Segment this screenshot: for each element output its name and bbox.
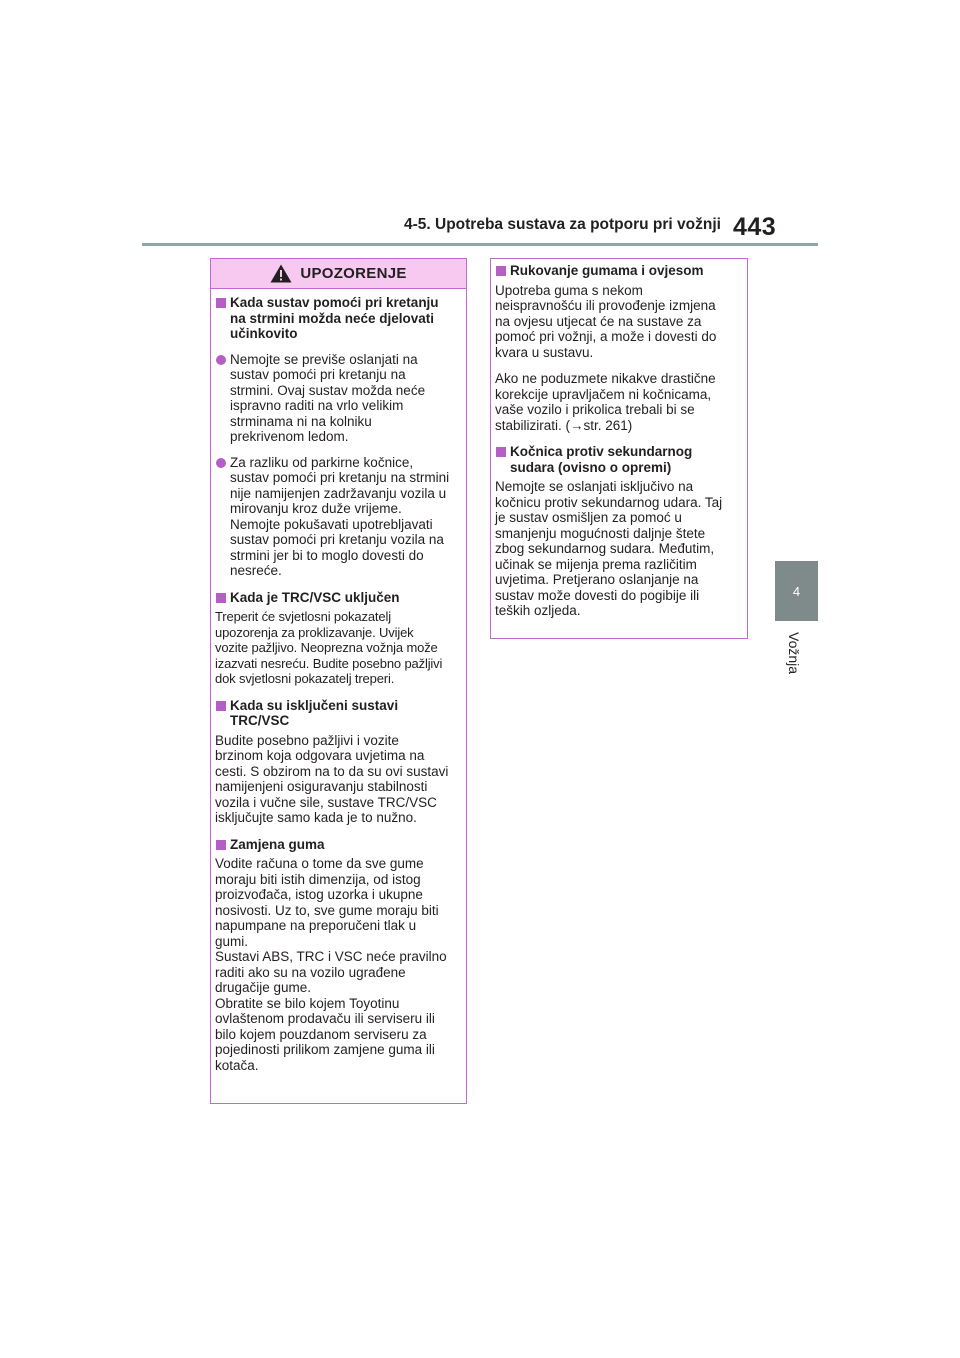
text-line: učinak se mijenja prema različitim xyxy=(495,556,697,572)
text-line: sustav može dovesti do pogibije ili xyxy=(495,587,700,603)
text-line: drugačije gume. xyxy=(215,980,312,995)
heading-secondary-collision-brake xyxy=(495,444,742,475)
heading-line: Rukovanje gumama i ovjesom xyxy=(510,263,704,278)
text-line: pomoć pri vožnji, a može i dovesti do xyxy=(495,329,717,344)
warning-title: UPOZORENJE xyxy=(300,265,407,282)
warning-heading-hill-start xyxy=(215,295,461,342)
text-line: Treperit će svjetlosni pokazatelj xyxy=(215,609,391,624)
text-line: ovlaštenom prodavaču ili serviseru ili xyxy=(215,1011,435,1026)
page-number: 443 xyxy=(733,213,777,241)
text-line: proizvođača, istog uzorka i ukupne xyxy=(215,887,423,902)
text-line: namijenjeni osiguravanju stabilnosti xyxy=(215,779,428,794)
warning-heading-trc-vsc-off xyxy=(215,698,461,729)
text-line: vozite pažljivo. Neoprezna vožnja može xyxy=(215,640,438,655)
heading-line: Kada je TRC/VSC uključen xyxy=(230,589,400,605)
text-line: gumi. xyxy=(215,933,249,949)
text-line: na ovjesu utjecat će na sustave za xyxy=(495,313,702,329)
heading-line: na strmini možda neće djelovati xyxy=(230,310,435,326)
text-line: bilo kojem pouzdanom serviseru za xyxy=(215,1026,427,1042)
text-line: strmini jer bi to moglo dovesti do xyxy=(230,547,424,563)
warning-heading-tire-replacement xyxy=(215,837,461,853)
text-line: Vodite računa o tome da sve gume xyxy=(215,856,424,871)
text-line: cesti. S obzirom na to da su ovi sustavi xyxy=(215,763,449,779)
text-line: mirovanju kroz duže vrijeme. xyxy=(230,501,402,516)
heading-line: Kada su isključeni sustavi xyxy=(230,697,399,713)
text-line: Budite posebno pažljivi i vozite xyxy=(215,732,399,748)
bullet-item xyxy=(215,455,461,579)
square-bullet-icon xyxy=(216,840,226,850)
paragraph xyxy=(215,609,461,687)
text-line: nosivosti. Uz to, sve gume moraju biti xyxy=(215,902,439,918)
text-line: nije namijenjen zadržavanju vozila u xyxy=(230,485,447,501)
paragraph xyxy=(495,371,742,433)
text-line: zbog sekundarnog sudara. Međutim, xyxy=(495,541,715,556)
chapter-tab[interactable] xyxy=(775,561,818,621)
chapter-number: 4 xyxy=(792,583,801,599)
heading-line: sudara (ovisno o opremi) xyxy=(510,459,672,475)
text-line: kvara u sustavu. xyxy=(495,344,594,360)
square-bullet-icon xyxy=(216,593,226,603)
page-reference[interactable]: stabilizirati. (→str. 261) xyxy=(495,417,633,433)
text-line: isključujte samo kada je to nužno. xyxy=(215,810,417,825)
text-line: kočnicu protiv sekundarnog udara. Taj xyxy=(495,494,723,510)
warning-triangle-icon xyxy=(270,264,292,283)
warning-header xyxy=(211,259,466,289)
warning-content xyxy=(211,289,466,1073)
text-line: kotača. xyxy=(215,1057,259,1073)
text-line: Nemojte se previše oslanjati na xyxy=(230,351,418,367)
section-title: 4-5. Upotreba sustava za potporu pri vožnji xyxy=(404,216,721,233)
text-line: ispravno raditi na vrlo velikim xyxy=(230,398,404,413)
heading-line: Kada sustav pomoći pri kretanju xyxy=(230,295,439,310)
heading-line: Kočnica protiv sekundarnog xyxy=(510,444,693,459)
heading-tire-suspension-handling xyxy=(495,263,742,279)
heading-line: učinkovito xyxy=(230,326,298,341)
round-bullet-icon xyxy=(216,458,226,468)
text-line: neispravnošću ili provođenje izmjena xyxy=(495,298,716,313)
text-line: Nemojte se oslanjati isključivo na xyxy=(495,479,694,494)
text-line: vaše vozilo i prikolica trebali bi se xyxy=(495,402,695,417)
text-line: prekrivenom ledom. xyxy=(230,429,349,444)
text-line: Obratite se bilo kojem Toyotinu xyxy=(215,995,400,1011)
heading-line: Zamjena guma xyxy=(230,836,325,852)
text-line: teških ozljeda. xyxy=(495,603,581,618)
text-line: upozorenja za proklizavanje. Uvijek xyxy=(215,624,414,640)
square-bullet-icon xyxy=(216,701,226,711)
text-line: Nemojte pokušavati upotrebljavati xyxy=(230,516,433,532)
heading-line: TRC/VSC xyxy=(230,713,290,728)
text-line: brzinom koja odgovara uvjetima na xyxy=(215,748,425,763)
text-line: Upotreba guma s nekom xyxy=(495,282,643,298)
text-line: strminama ni na kolniku xyxy=(230,413,372,429)
square-bullet-icon xyxy=(496,447,506,457)
paragraph xyxy=(215,856,461,1073)
text-line: uvjetima. Pretjerano oslanjanje na xyxy=(495,572,699,587)
text-line: moraju biti istih dimenzija, od istog xyxy=(215,871,421,887)
text-line: sustav pomoći pri kretanju na strmini xyxy=(230,470,450,485)
text-line: je sustav osmišljen za pomoć u xyxy=(495,510,682,525)
text-line: strmini. Ovaj sustav možda neće xyxy=(230,382,426,398)
text-line: napumpane na preporučeni tlak u xyxy=(215,918,417,933)
text-line: pojedinosti prilikom zamjene guma ili xyxy=(215,1042,435,1057)
text-line: dok svjetlosni pokazatelj treperi. xyxy=(215,671,395,686)
text-line: sustav pomoći pri kretanju na xyxy=(230,367,406,382)
paragraph xyxy=(495,283,742,361)
text-line: Sustavi ABS, TRC i VSC neće pravilno xyxy=(215,949,447,964)
text-line: Ako ne poduzmete nikakve drastične xyxy=(495,371,716,386)
square-bullet-icon xyxy=(216,298,226,308)
text-line: nesreće. xyxy=(230,563,282,578)
chapter-title: Vožnja xyxy=(786,632,802,675)
warning-heading-trc-vsc-on xyxy=(215,590,461,606)
warning-continuation-box xyxy=(490,258,748,639)
round-bullet-icon xyxy=(216,355,226,365)
text-line: smanjenju mogućnosti daljnje štete xyxy=(495,525,706,541)
bullet-item xyxy=(215,352,461,445)
warning-box xyxy=(210,258,467,1104)
square-bullet-icon xyxy=(496,266,506,276)
header-rule xyxy=(142,243,818,246)
text-line: izazvati nesreću. Budite posebno pažljivi xyxy=(215,655,443,671)
text-line: korekcije upravljačem ni kočnicama, xyxy=(495,386,712,402)
text-line: vozila i vučne sile, sustave TRC/VSC xyxy=(215,794,437,810)
paragraph xyxy=(495,479,742,619)
text-line: Za razliku od parkirne kočnice, xyxy=(230,454,414,470)
text-line: raditi ako su na vozilo ugrađene xyxy=(215,964,406,980)
text-line: sustav pomoći pri kretanju vozila na xyxy=(230,532,444,547)
paragraph xyxy=(215,733,461,826)
